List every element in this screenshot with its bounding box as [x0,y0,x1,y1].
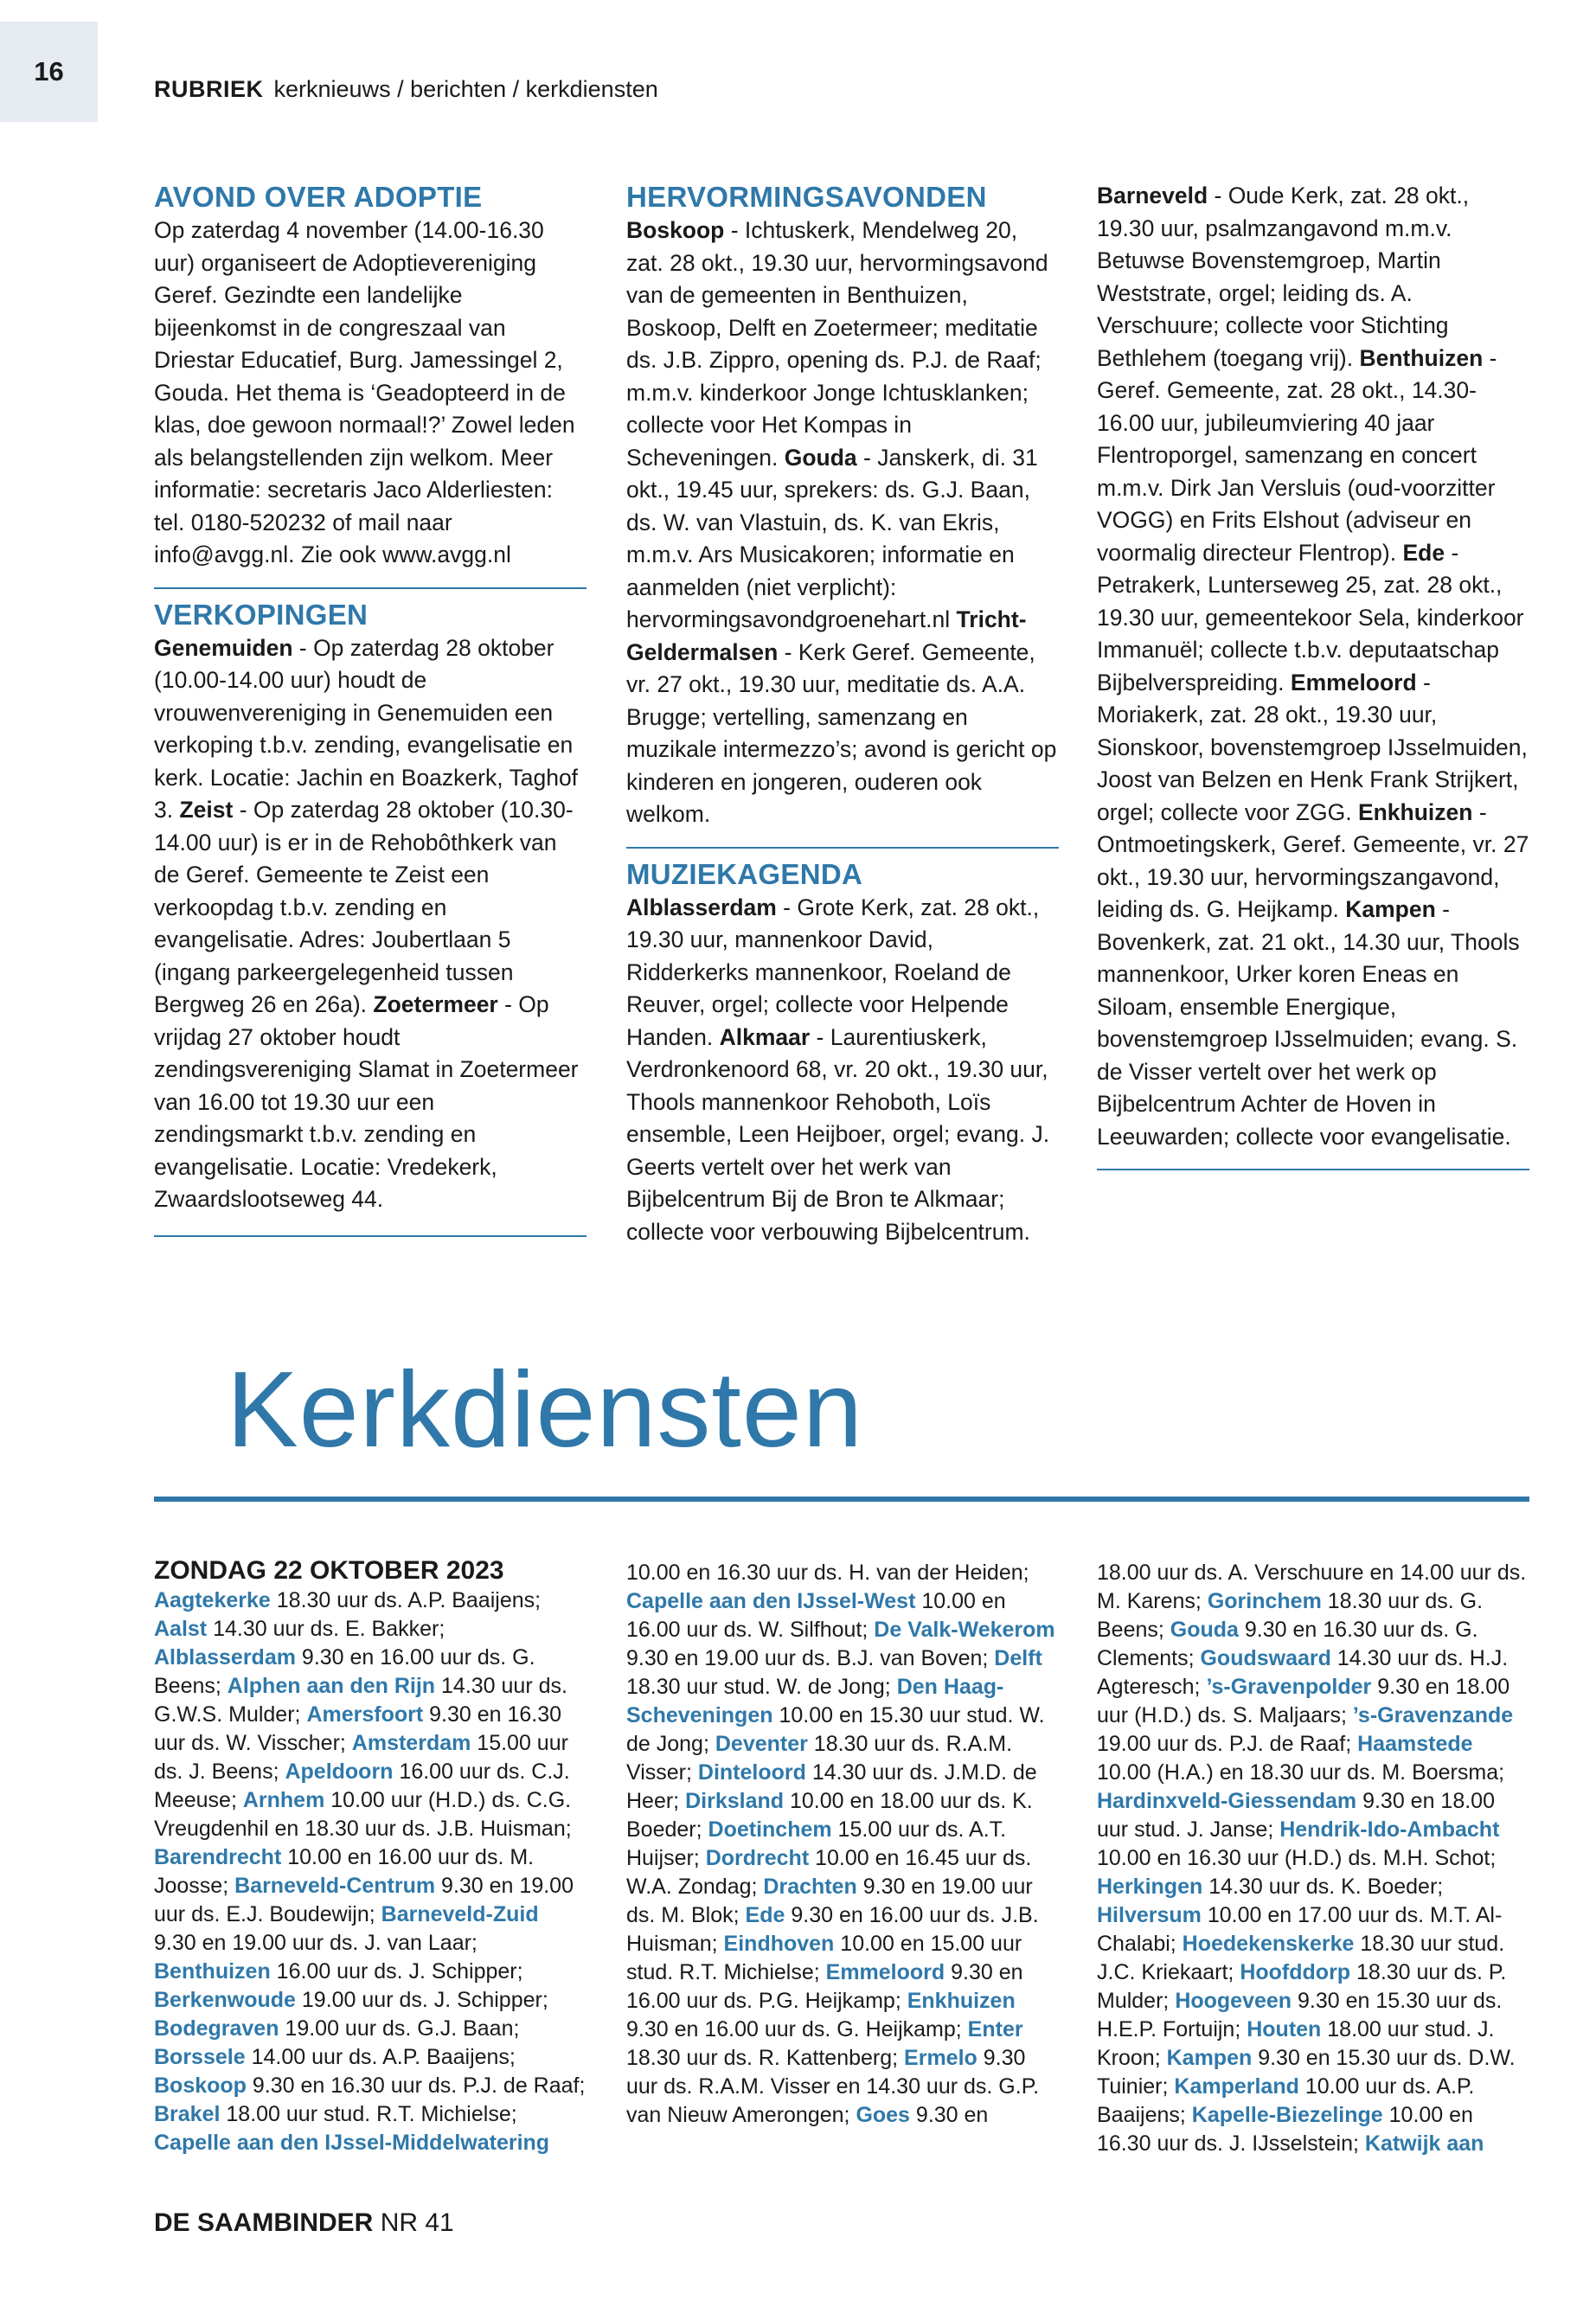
service-date: ZONDAG 22 OKTOBER 2023 [154,1556,504,1585]
magazine-name: DE SAAMBINDER [154,2208,374,2237]
church-place: Ede [745,1903,785,1927]
muziek-text [626,892,1059,1249]
church-place: Dirksland [685,1789,785,1813]
service-time: 9.30 en 15.30 uur ds. H.E.P. Fortuijn; [1097,1989,1503,2041]
service-time: 18.30 uur ds. R.A.M. Visser; [626,1732,1013,1785]
service-time: 9.30 en 19.00 uur ds. E.J. Boudewijn; [154,1874,574,1926]
item-text: - Grote Kerk, zat. 28 okt., 19.30 uur, mannenkoor David, Ridderkerks mannenkoor, Roeland de Reuver, orgel; collecte voor Helpende Handen. [626,894,1040,1050]
church-place: Enkhuizen [907,1989,1016,2013]
service-time: 10.00 en 16.45 uur ds. W.A. Zondag; [626,1846,1032,1899]
service-time: 9.30 en 18.00 uur (H.D.) ds. S. Maljaars; [1097,1675,1510,1727]
church-place: Berkenwoude [154,1988,296,2012]
church-place: Herkingen [1097,1875,1203,1899]
church-place: Apeldoorn [285,1759,394,1784]
church-place: Dordrecht [705,1846,810,1870]
church-place: Capelle aan den IJssel-Middelwatering [154,2131,550,2155]
service-time: 16.00 uur ds. J. Schipper; [270,1959,523,1984]
church-place: Hendrik-Ido-Ambacht [1279,1817,1500,1842]
church-place: Hoogeveen [1175,1989,1292,2013]
item-text: - Op vrijdag 27 oktober houdt zendingsvereniging Slamat in Zoetermeer van 16.00 tot 19.30 uur een zendingsmarkt t.b.v. zending en evangelisatie. Locatie: Vredekerk, Zwaardslootseweg 44. [154,991,579,1212]
church-place: Amsterdam [351,1731,471,1755]
service-time: 15.00 uur ds. A.T. Huijser; [626,1817,1007,1870]
service-time: 19.00 uur ds. G.J. Baan; [279,2016,520,2041]
church-place: Katwijk aan [1364,2131,1484,2156]
church-place: Houten [1247,2017,1322,2041]
services-list-2 [626,1559,1059,2130]
service-time: 18.30 uur ds. G. Beens; [1097,1589,1484,1642]
church-place: Hoofddorp [1240,1960,1351,1984]
church-place: Ermelo [904,2046,977,2070]
church-place: ’s-Gravenpolder [1206,1675,1372,1699]
kerkdiensten-title: Kerkdiensten [227,1350,863,1470]
church-place: Delft [994,1646,1042,1670]
section-divider [626,847,1059,849]
place-name: Genemuiden [154,634,293,661]
services-column-3 [1097,1559,1529,2158]
service-time: 18.00 uur ds. A. Verschuure en 14.00 uur ds. M. Karens; [1097,1561,1527,1613]
church-place: Haamstede [1357,1732,1473,1756]
church-place: Drachten [763,1875,857,1899]
service-time: 10.00 en 16.00 uur ds. W. Silfhout; [626,1589,1006,1642]
service-time: 9.30 en 16.30 uur ds. G. Clements; [1097,1618,1478,1670]
church-place: Barendrecht [154,1845,282,1869]
service-time: 10.00 en 16.00 uur ds. M. Joosse; [154,1845,535,1898]
service-time: 15.00 uur ds. J. Beens; [154,1731,568,1784]
item-text: - Oude Kerk, zat. 28 okt., 19.30 uur, psalmzangavond m.m.v. Betuwse Bovenstemgroep, Martin Weststrate, orgel; leiding ds. A. Verschuure; collecte voor Stichting Bethlehem (toegang vrij). [1097,183,1470,371]
place-name: Enkhuizen [1357,798,1473,825]
service-time: 16.00 uur ds. C.J. Meeuse; [154,1759,570,1812]
church-place: De Valk-Wekerom [874,1618,1055,1642]
church-place: Hoedekenskerke [1182,1932,1355,1956]
church-place: Gouda [1170,1618,1239,1642]
service-time: 10.00 en 16.30 uur ds. J. IJsselstein; [1097,2103,1473,2156]
service-time: 19.00 uur ds. J. Schipper; [295,1988,548,2012]
church-place: Barneveld-Zuid [381,1902,539,1926]
service-time: 19.00 uur ds. P.J. de Raaf; [1097,1732,1358,1756]
church-place: Benthuizen [154,1959,271,1984]
muziek-title: MUZIEKAGENDA [626,857,863,890]
section-header [154,76,658,103]
church-place: Alphen aan den Rijn [227,1674,436,1698]
kerkdiensten-divider [154,1497,1529,1502]
item-text: - Laurentiuskerk, Verdronkenoord 68, vr. 20 okt., 19.30 uur, Thools mannenkoor Rehoboth, Loïs ensemble, Leen Heijboer, orgel; evang. J. Geerts vertelt over het werk van Bijbelcentrum Bij de Bron te Alkmaar; collecte voor verbouwing Bijbelcentrum. [626,1023,1050,1245]
item-text: - Op zaterdag 28 oktober (10.00-14.00 uur) houdt de vrouwenvereniging in Genemuiden een verkoping t.b.v. zending, evangelisatie en kerk. Locatie: Jachin en Boazkerk, Taghof 3. [154,634,579,823]
muziek-continued-text [1097,180,1529,1153]
church-place: Barneveld-Centrum [234,1874,436,1898]
church-place: Dinteloord [697,1760,806,1785]
place-name: Gouda [784,444,857,471]
service-time: 9.30 en 19.00 uur ds. M. Blok; [626,1875,1033,1927]
service-time: 10.00 en 17.00 uur ds. M.T. Al-Chalabi; [1097,1903,1503,1956]
service-time: 9.30 en 16.00 uur ds. P.G. Heijkamp; [626,1960,1023,2013]
church-place: Amersfoort [306,1702,424,1727]
church-place: Deventer [715,1732,808,1756]
place-name: Boskoop [626,217,725,243]
church-place: Boskoop [154,2073,247,2098]
service-time: 14.30 uur ds. J.M.D. de Heer; [626,1760,1037,1813]
item-text: - Geref. Gemeente, zat. 28 okt., 14.30-16.00 uur, jubileumviering 40 jaar Flentroporgel, samenzang en concert m.m.v. Dirk Jan Versluis (oud-voorzitter VOGG) en Frits Elshout (adviseur en voormalig directeur Flentrop). [1097,344,1497,566]
service-time: 18.00 uur stud. R.T. Michielse; [220,2102,517,2126]
place-name: Alblasserdam [626,894,777,920]
column-3-news [1097,180,1529,1170]
service-time: 18.30 uur ds. P. Mulder; [1097,1960,1507,2013]
service-time: 9.30 en [909,2103,989,2127]
service-time: 9.30 en 19.00 uur ds. J. van Laar; [154,1931,478,1955]
hervorming-title: HERVORMINGSAVONDEN [626,181,987,213]
column-1-news [154,180,586,1237]
service-time: 18.30 uur stud. J.C. Kriekaart; [1097,1932,1505,1984]
verkopingen-title: VERKOPINGEN [154,598,369,631]
header-path: kerknieuws / berichten / kerkdiensten [273,76,658,102]
item-text: - Petrakerk, Lunterseweg 25, zat. 28 okt., 19.30 uur, gemeentekoor Sela, kinderkoor Immanuël; collecte t.b.v. deputaatschap Bijbelverspreiding. [1097,539,1524,695]
church-place: Doetinchem [708,1817,832,1842]
service-time: 14.30 uur ds. E. Bakker; [207,1617,445,1641]
item-text: - Op zaterdag 28 oktober (10.30-14.00 uur) is er in de Rehobôthkerk van de Geref. Gemeente te Zeist een verkoopdag t.b.v. zending en evangelisatie. Adres: Joubertlaan 5 (ingang parkeergelegenheid tussen Bergweg 26 en 26a). [154,797,574,1017]
service-time: 9.30 en 15.30 uur ds. D.W. Tuinier; [1097,2046,1516,2099]
church-place: Goes [856,2103,910,2127]
adoptie-text: Op zaterdag 4 november (14.00-16.30 uur) organiseert de Adoptievereniging Geref. Gezindte een landelijke bijeenkomst in de congreszaal van Driestar Educatief, Burg. Jamessingel 2, Gouda. Het thema is ‘Geadopteerd in de klas, doe gewoon normaal!?’ Zowel leden als belangstellenden zijn welkom. Meer informatie: secretaris Jaco Alderliesten: tel. 0180-520232 of mail naar info@avgg.nl. Zie ook www.avgg.nl [154,217,575,567]
place-name: Zeist [179,797,234,823]
service-time: 18.30 uur ds. R. Kattenberg; [626,2046,905,2070]
item-text: - Moriakerk, zat. 28 okt., 19.30 uur, Sionskoor, bovenstemgroep IJsselmuiden, Joost van Belzen en Henk Frank Strijkert, orgel; collecte voor ZGG. [1097,669,1528,825]
hervorming-text [626,215,1059,831]
church-place: Borssele [154,2045,246,2069]
services-list-3 [1097,1559,1529,2158]
church-place: Kamperland [1174,2074,1299,2099]
page-footer [154,2208,454,2238]
page-number: 16 [0,22,98,122]
item-text: - Janskerk, di. 31 okt., 19.45 uur, sprekers: ds. G.J. Baan, ds. W. van Vlastuin, ds. K. van Ekris, m.m.v. Ars Musicakoren; informatie en aanmelden (niet verplicht): hervormingsavondgroenehart.nl [626,444,1038,632]
church-place: ’s-Gravenzande [1352,1703,1514,1727]
service-time: 10.00 en 16.30 uur ds. H. van der Heiden; [626,1561,1029,1585]
adoptie-title: AVOND OVER ADOPTIE [154,181,483,213]
services-column-2 [626,1559,1059,2130]
services-column-1 [154,1555,586,2157]
service-time: 14.30 uur ds. G.W.S. Mulder; [154,1674,567,1727]
service-time: 18.00 uur stud. J. Kroon; [1097,2017,1495,2070]
church-place: Brakel [154,2102,221,2126]
church-place: Aagtekerke [154,1588,271,1612]
church-place: Hilversum [1097,1903,1202,1927]
item-text: - Ichtuskerk, Mendelweg 20, zat. 28 okt., 19.30 uur, hervormingsavond van de gemeenten in Benthuizen, Boskoop, Delft en Zoetermeer; meditatie ds. J.B. Zippro, opening ds. P.J. de Raaf; m.m.v. kinderkoor Jonge Ichtusklanken; collecte voor Het Kompas in Scheveningen. [626,217,1048,471]
church-place: Kapelle-Biezelinge [1191,2103,1383,2127]
church-place: Arnhem [242,1788,325,1812]
header-rubriek: RUBRIEK [154,76,264,102]
service-time: 14.30 uur ds. H.J. Agteresch; [1097,1646,1509,1699]
church-place: Aalst [154,1617,208,1641]
service-time: 10.00 en 18.00 uur ds. K. Boeder; [626,1789,1033,1842]
section-divider [1097,1169,1529,1170]
section-divider [154,1235,586,1237]
service-time: 10.00 uur (H.D.) ds. C.G. Vreugdenhil en 18.30 uur ds. J.B. Huisman; [154,1788,572,1841]
place-name: Barneveld [1097,183,1208,208]
church-place: Eindhoven [723,1932,835,1956]
church-place: Emmeloord [825,1960,945,1984]
section-divider [154,587,586,589]
service-time: 9.30 en 16.30 uur ds. W. Visscher; [154,1702,562,1755]
place-name: Kampen [1345,896,1436,922]
place-name: Benthuizen [1359,344,1484,371]
service-time: 9.30 en 16.00 uur ds. J.B. Huisman; [626,1903,1039,1956]
church-place: Bodegraven [154,2016,279,2041]
service-time: 14.30 uur ds. K. Boeder; [1202,1875,1444,1899]
church-place: Hardinxveld-Giessendam [1097,1789,1357,1813]
service-time: 9.30 en 18.00 uur stud. J. Janse; [1097,1789,1495,1842]
item-text: - Kerk Geref. Gemeente, vr. 27 okt., 19.30 uur, meditatie ds. A.A. Brugge; vertelling, samenzang en muzikale intermezzo’s; avond is gericht op kinderen en jongeren, ouderen ook welkom. [626,638,1057,827]
service-time: 18.30 uur ds. A.P. Baaijens; [270,1588,542,1612]
service-time: 14.00 uur ds. A.P. Baaijens; [245,2045,516,2069]
church-place: Gorinchem [1207,1589,1322,1613]
service-time: 10.00 en 15.30 uur stud. W. de Jong; [626,1703,1045,1756]
place-name: Zoetermeer [373,991,498,1017]
service-time: 9.30 en 16.00 uur ds. G. Heijkamp; [626,2017,968,2041]
place-name: Emmeloord [1290,669,1417,695]
place-name: Ede [1402,539,1445,566]
church-place: Den Haag-Scheveningen [626,1675,1004,1727]
service-time: 9.30 en 16.00 uur ds. G. Beens; [154,1645,535,1698]
services-list-1 [154,1586,586,2157]
service-time: 10.00 uur ds. A.P. Baaijens; [1097,2074,1475,2127]
service-time: 9.30 en 16.30 uur ds. P.J. de Raaf; [246,2073,586,2098]
service-time: 10.00 en 16.30 uur (H.D.) ds. M.H. Schot; [1097,1846,1497,1870]
church-place: Capelle aan den IJssel-West [626,1589,916,1613]
place-name: Alkmaar [719,1023,811,1050]
church-place: Alblasserdam [154,1645,296,1670]
church-place: Kampen [1166,2046,1253,2070]
service-time: 18.30 uur stud. W. de Jong; [626,1675,897,1699]
church-place: Enter [967,2017,1023,2041]
church-place: Goudswaard [1200,1646,1331,1670]
item-text: - Ontmoetingskerk, Geref. Gemeente, vr. 27 okt., 19.30 uur, hervormingszangavond, leiding ds. G. Heijkamp. [1097,798,1529,922]
issue-number: NR 41 [380,2208,454,2237]
service-time: 9.30 en 19.00 uur ds. B.J. van Boven; [626,1646,995,1670]
place-name: Tricht-Geldermalsen [626,606,1027,665]
service-time: 10.00 (H.A.) en 18.30 uur ds. M. Boersma; [1097,1760,1505,1785]
verkopingen-text [154,632,586,1216]
item-text: - Bovenkerk, zat. 21 okt., 14.30 uur, Thools mannenkoor, Urker koren Eneas en Siloam, ensemble Energique, bovenstemgroep IJsselmuiden; evang. S. de Visser vertelt over het werk op Bijbelcentrum Achter de Hoven in Leeuwarden; collecte voor evangelisatie. [1097,896,1520,1150]
service-time: 9.30 uur ds. R.A.M. Visser en 14.30 uur ds. G.P. van Nieuw Amerongen; [626,2046,1040,2127]
service-time: 10.00 en 15.00 uur stud. R.T. Michielse; [626,1932,1022,1984]
column-2-news [626,180,1059,1248]
